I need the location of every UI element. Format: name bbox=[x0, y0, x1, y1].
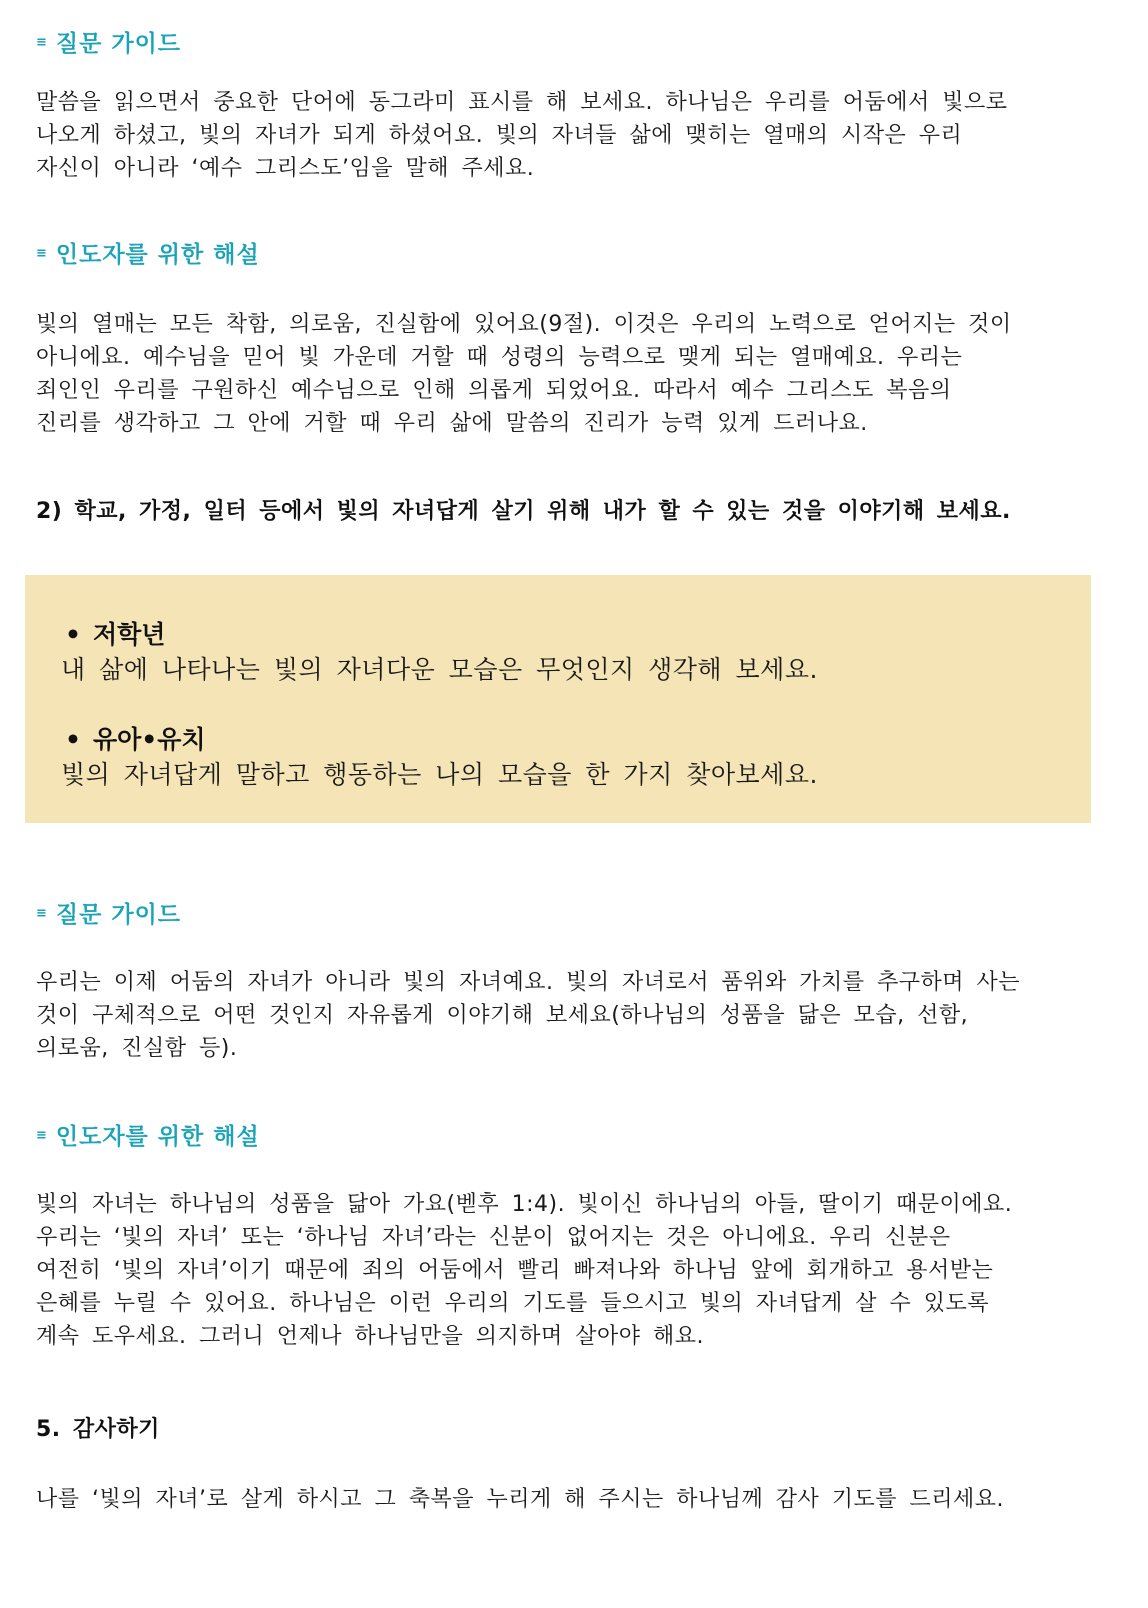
level-text-preschool: 빛의 자녀답게 말하고 행동하는 나의 모습을 한 가지 찾아보세요. bbox=[61, 760, 818, 789]
question-2: 2) 학교, 가정, 일터 등에서 빛의 자녀답게 살기 위해 내가 할 수 있는 것을 이야기해 보세요. bbox=[36, 499, 1011, 524]
age-level-box bbox=[25, 575, 1091, 823]
text-line: 빛의 자녀는 하나님의 성품을 닮아 가요(벧후 1:4). 빛이신 하나님의 아들, 딸이기 때문이에요. bbox=[36, 1192, 1013, 1217]
text-line: 의로움, 진실함 등). bbox=[36, 1036, 238, 1061]
question-guide-text-2 bbox=[36, 966, 1116, 1065]
thanks-heading: 5. 감사하기 bbox=[36, 1417, 160, 1442]
leader-commentary-heading bbox=[36, 236, 260, 269]
leader-commentary-heading-2 bbox=[36, 1118, 260, 1151]
text-line: 우리는 ‘빛의 자녀’ 또는 ‘하나님 자녀’라는 신분이 없어지는 것은 아니에요. 우리 신분은 bbox=[36, 1225, 951, 1250]
list-icon: ≡ bbox=[36, 906, 48, 921]
level-title-preschool: • 유아•유치 bbox=[65, 725, 206, 754]
text-line: 은혜를 누릴 수 있어요. 하나님은 이런 우리의 기도를 들으시고 빛의 자녀답게 살 수 있도록 bbox=[36, 1291, 989, 1316]
text-line: 빛의 열매는 모든 착함, 의로움, 진실함에 있어요(9절). 이것은 우리의 노력으로 얻어지는 것이 bbox=[36, 312, 1012, 337]
text-line: 여전히 ‘빛의 자녀’이기 때문에 죄의 어둠에서 빨리 빠져나와 하나님 앞에 회개하고 용서받는 bbox=[36, 1258, 994, 1283]
list-icon: ≡ bbox=[36, 246, 48, 261]
text-line: 나를 ‘빛의 자녀’로 살게 하시고 그 축복을 누리게 해 주시는 하나님께 감사 기도를 드리세요. bbox=[36, 1487, 1004, 1512]
text-line: 우리는 이제 어둠의 자녀가 아니라 빛의 자녀예요. 빛의 자녀로서 품위와 가치를 추구하며 사는 bbox=[36, 970, 1020, 995]
question-guide-label: 질문 가이드 bbox=[55, 31, 182, 57]
list-icon: ≡ bbox=[36, 35, 48, 50]
question-guide-label: 질문 가이드 bbox=[55, 902, 182, 928]
thanks-text bbox=[36, 1483, 1116, 1516]
text-line: 진리를 생각하고 그 안에 거할 때 우리 삶에 말씀의 진리가 능력 있게 드러나요. bbox=[36, 411, 868, 436]
text-line: 말씀을 읽으면서 중요한 단어에 동그라미 표시를 해 보세요. 하나님은 우리를 어둠에서 빛으로 bbox=[36, 90, 1008, 115]
level-title-lower-grades: • 저학년 bbox=[65, 620, 166, 649]
leader-commentary-label: 인도자를 위한 해설 bbox=[55, 242, 260, 268]
bullet-icon: • bbox=[65, 620, 81, 649]
list-icon: ≡ bbox=[36, 1128, 48, 1143]
text-line: 계속 도우세요. 그러니 언제나 하나님만을 의지하며 살아야 해요. bbox=[36, 1324, 704, 1349]
question-guide-text bbox=[36, 86, 1116, 185]
bullet-icon: • bbox=[65, 725, 81, 754]
text-line: 나오게 하셨고, 빛의 자녀가 되게 하셨어요. 빛의 자녀들 삶에 맺히는 열매의 시작은 우리 bbox=[36, 123, 963, 148]
text-line: 죄인인 우리를 구원하신 예수님으로 인해 의롭게 되었어요. 따라서 예수 그리스도 복음의 bbox=[36, 378, 952, 403]
leader-commentary-text-2 bbox=[36, 1188, 1116, 1353]
text-line: 것이 구체적으로 어떤 것인지 자유롭게 이야기해 보세요(하나님의 성품을 닮은 모습, 선함, bbox=[36, 1003, 969, 1028]
question-guide-heading-2 bbox=[36, 896, 181, 929]
leader-commentary-text bbox=[36, 308, 1116, 440]
level-text-lower-grades: 내 삶에 나타나는 빛의 자녀다운 모습은 무엇인지 생각해 보세요. bbox=[61, 655, 818, 684]
text-line: 아니에요. 예수님을 믿어 빛 가운데 거할 때 성령의 능력으로 맺게 되는 열매예요. 우리는 bbox=[36, 345, 963, 370]
leader-commentary-label: 인도자를 위한 해설 bbox=[55, 1124, 260, 1150]
text-line: 자신이 아니라 ‘예수 그리스도’임을 말해 주세요. bbox=[36, 156, 535, 181]
question-guide-heading bbox=[36, 25, 181, 58]
